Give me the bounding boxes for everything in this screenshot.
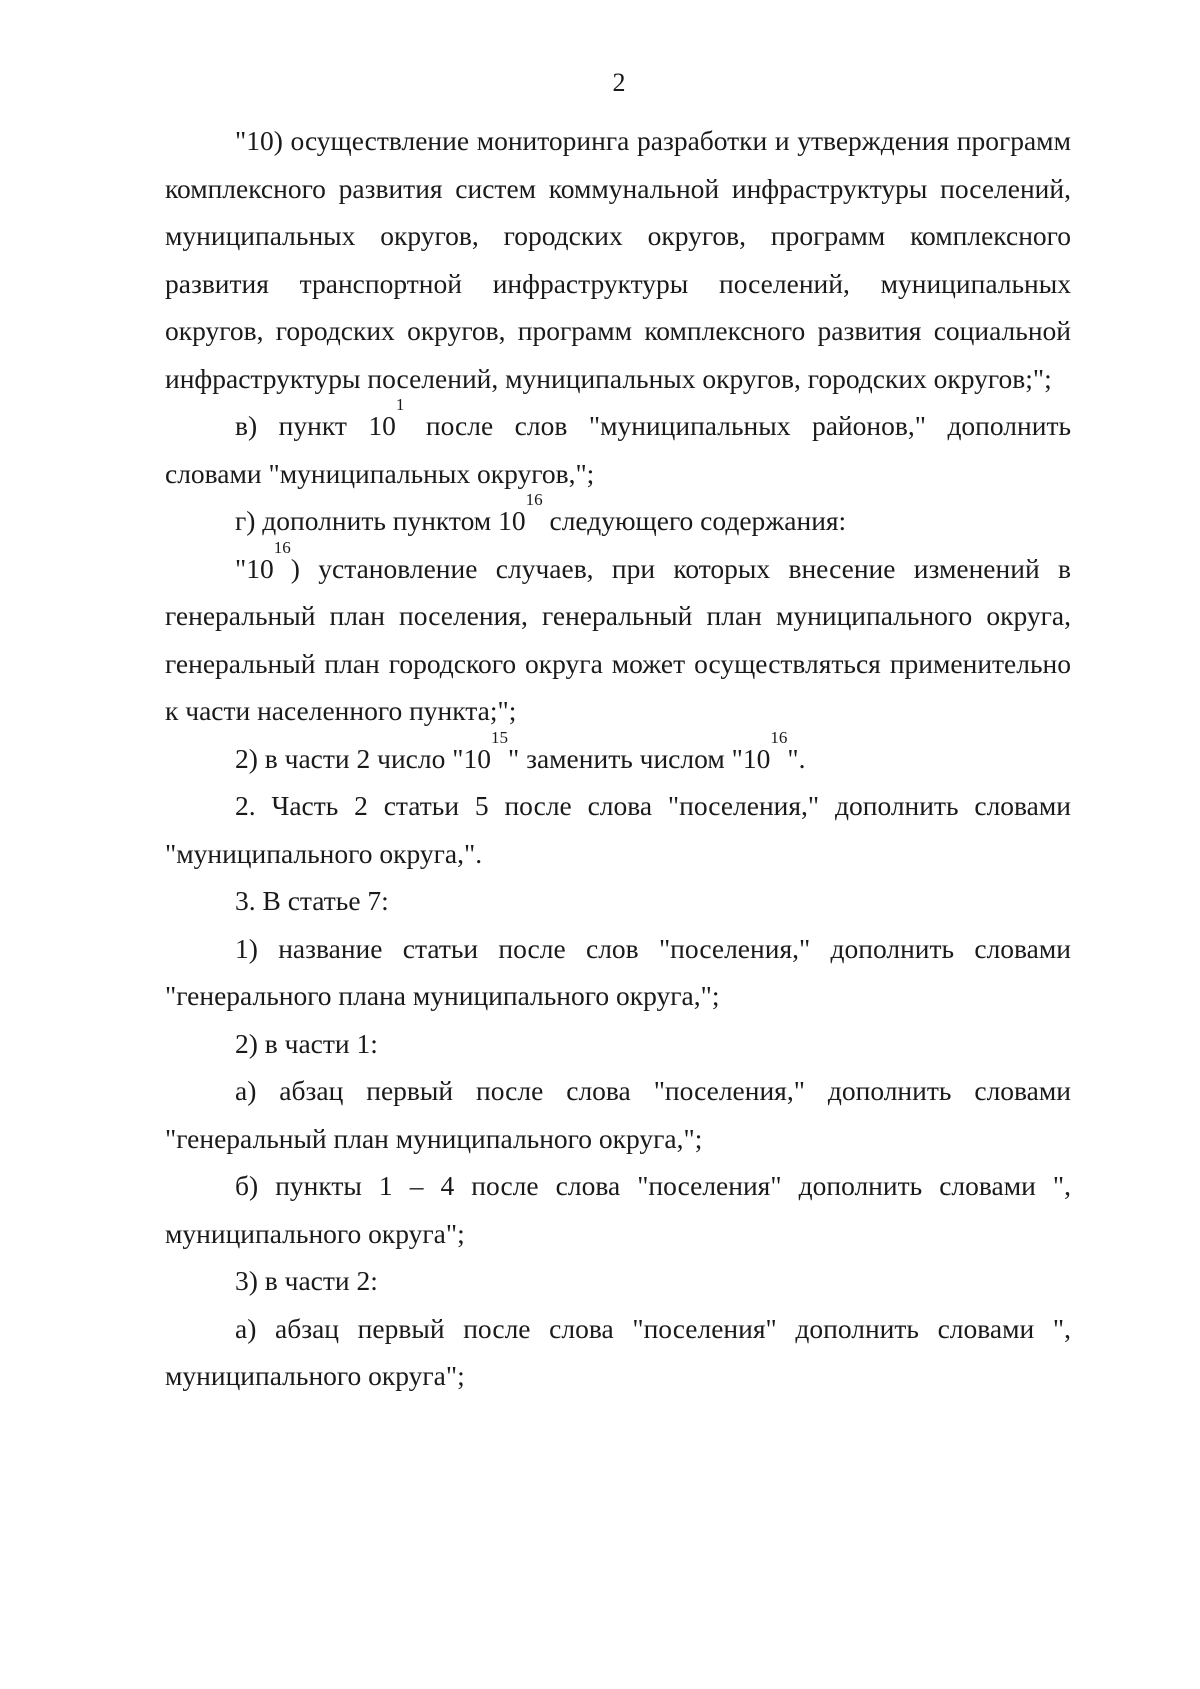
paragraph-subitem-g (165, 490, 1071, 545)
paragraph-text: б) пункты 1 – 4 после слова "поселения" дополнить словами ", муниципального округа"; (165, 1170, 1071, 1249)
paragraph-text: 1) название статьи после слов "поселения," дополнить словами "генерального плана муниципального округа,"; (165, 932, 1071, 1011)
paragraph-item-3-part-2 (165, 1257, 1071, 1305)
paragraph-text-pre: "10 (235, 552, 274, 584)
paragraph-subitem-a-2 (165, 1305, 1071, 1400)
paragraph-text-post: ". (787, 742, 806, 774)
paragraph-subitem-b (165, 1162, 1071, 1257)
document-body (165, 117, 1071, 1400)
paragraph-item-10-text (165, 117, 1071, 402)
paragraph-text: 2. Часть 2 статьи 5 после слова "поселения," дополнить словами "муниципального округа,". (165, 790, 1071, 869)
paragraph-text-pre: 2) в части 2 число "10 (235, 742, 491, 774)
paragraph-text-post: после слов "муниципальных районов," дополнить словами "муниципальных округов,"; (165, 410, 1072, 489)
superscript: 1 (395, 395, 405, 414)
page-number: 2 (612, 68, 626, 97)
superscript: 15 (490, 727, 508, 747)
paragraph-item-2 (165, 727, 1071, 783)
paragraph-text: 3. В статье 7: (235, 885, 389, 916)
paragraph-section-2 (165, 782, 1071, 877)
paragraph-text: 2) в части 1: (235, 1027, 378, 1059)
paragraph-text-pre: в) пункт 10 (235, 410, 396, 441)
paragraph-text-pre: г) дополнить пунктом 10 (235, 505, 526, 536)
paragraph-item-10-16-text (165, 537, 1071, 735)
paragraph-text-mid: " заменить числом "10 (507, 742, 771, 774)
paragraph-text: "10) осуществление мониторинга разработки и утверждения программ комплексного развития систем коммунальной инфраструктуры поселений, муниципальных округов, городских округов, программ комплексного развития транспортной инфраструктуры поселений, муниципальных округов, городских округов, программ комплексного развития социальной инфраструктуры поселений, муниципальных округов, городских округов;"; (165, 125, 1071, 394)
superscript: 16 (770, 727, 788, 747)
paragraph-item-2-part-1 (165, 1020, 1071, 1068)
paragraph-text: а) абзац первый после слова "поселения" дополнить словами ", муниципального округа"; (165, 1312, 1071, 1391)
paragraph-text-post: ) установление случаев, при которых внесение изменений в генеральный план поселения, генеральный план муниципального округа, генеральный план городского округа может осуществляться применительно к части населенного пункта;"; (165, 552, 1071, 726)
paragraph-item-1 (165, 925, 1071, 1020)
paragraph-text: 3) в части 2: (235, 1265, 378, 1296)
superscript: 16 (525, 490, 543, 509)
superscript: 16 (273, 537, 291, 557)
paragraph-section-3 (165, 877, 1071, 925)
paragraph-text-post: следующего содержания: (542, 505, 847, 536)
paragraph-subitem-v (165, 395, 1072, 497)
paragraph-text: а) абзац первый после слова "поселения," дополнить словами "генеральный план муниципального округа,"; (165, 1075, 1071, 1154)
paragraph-subitem-a (165, 1067, 1071, 1162)
